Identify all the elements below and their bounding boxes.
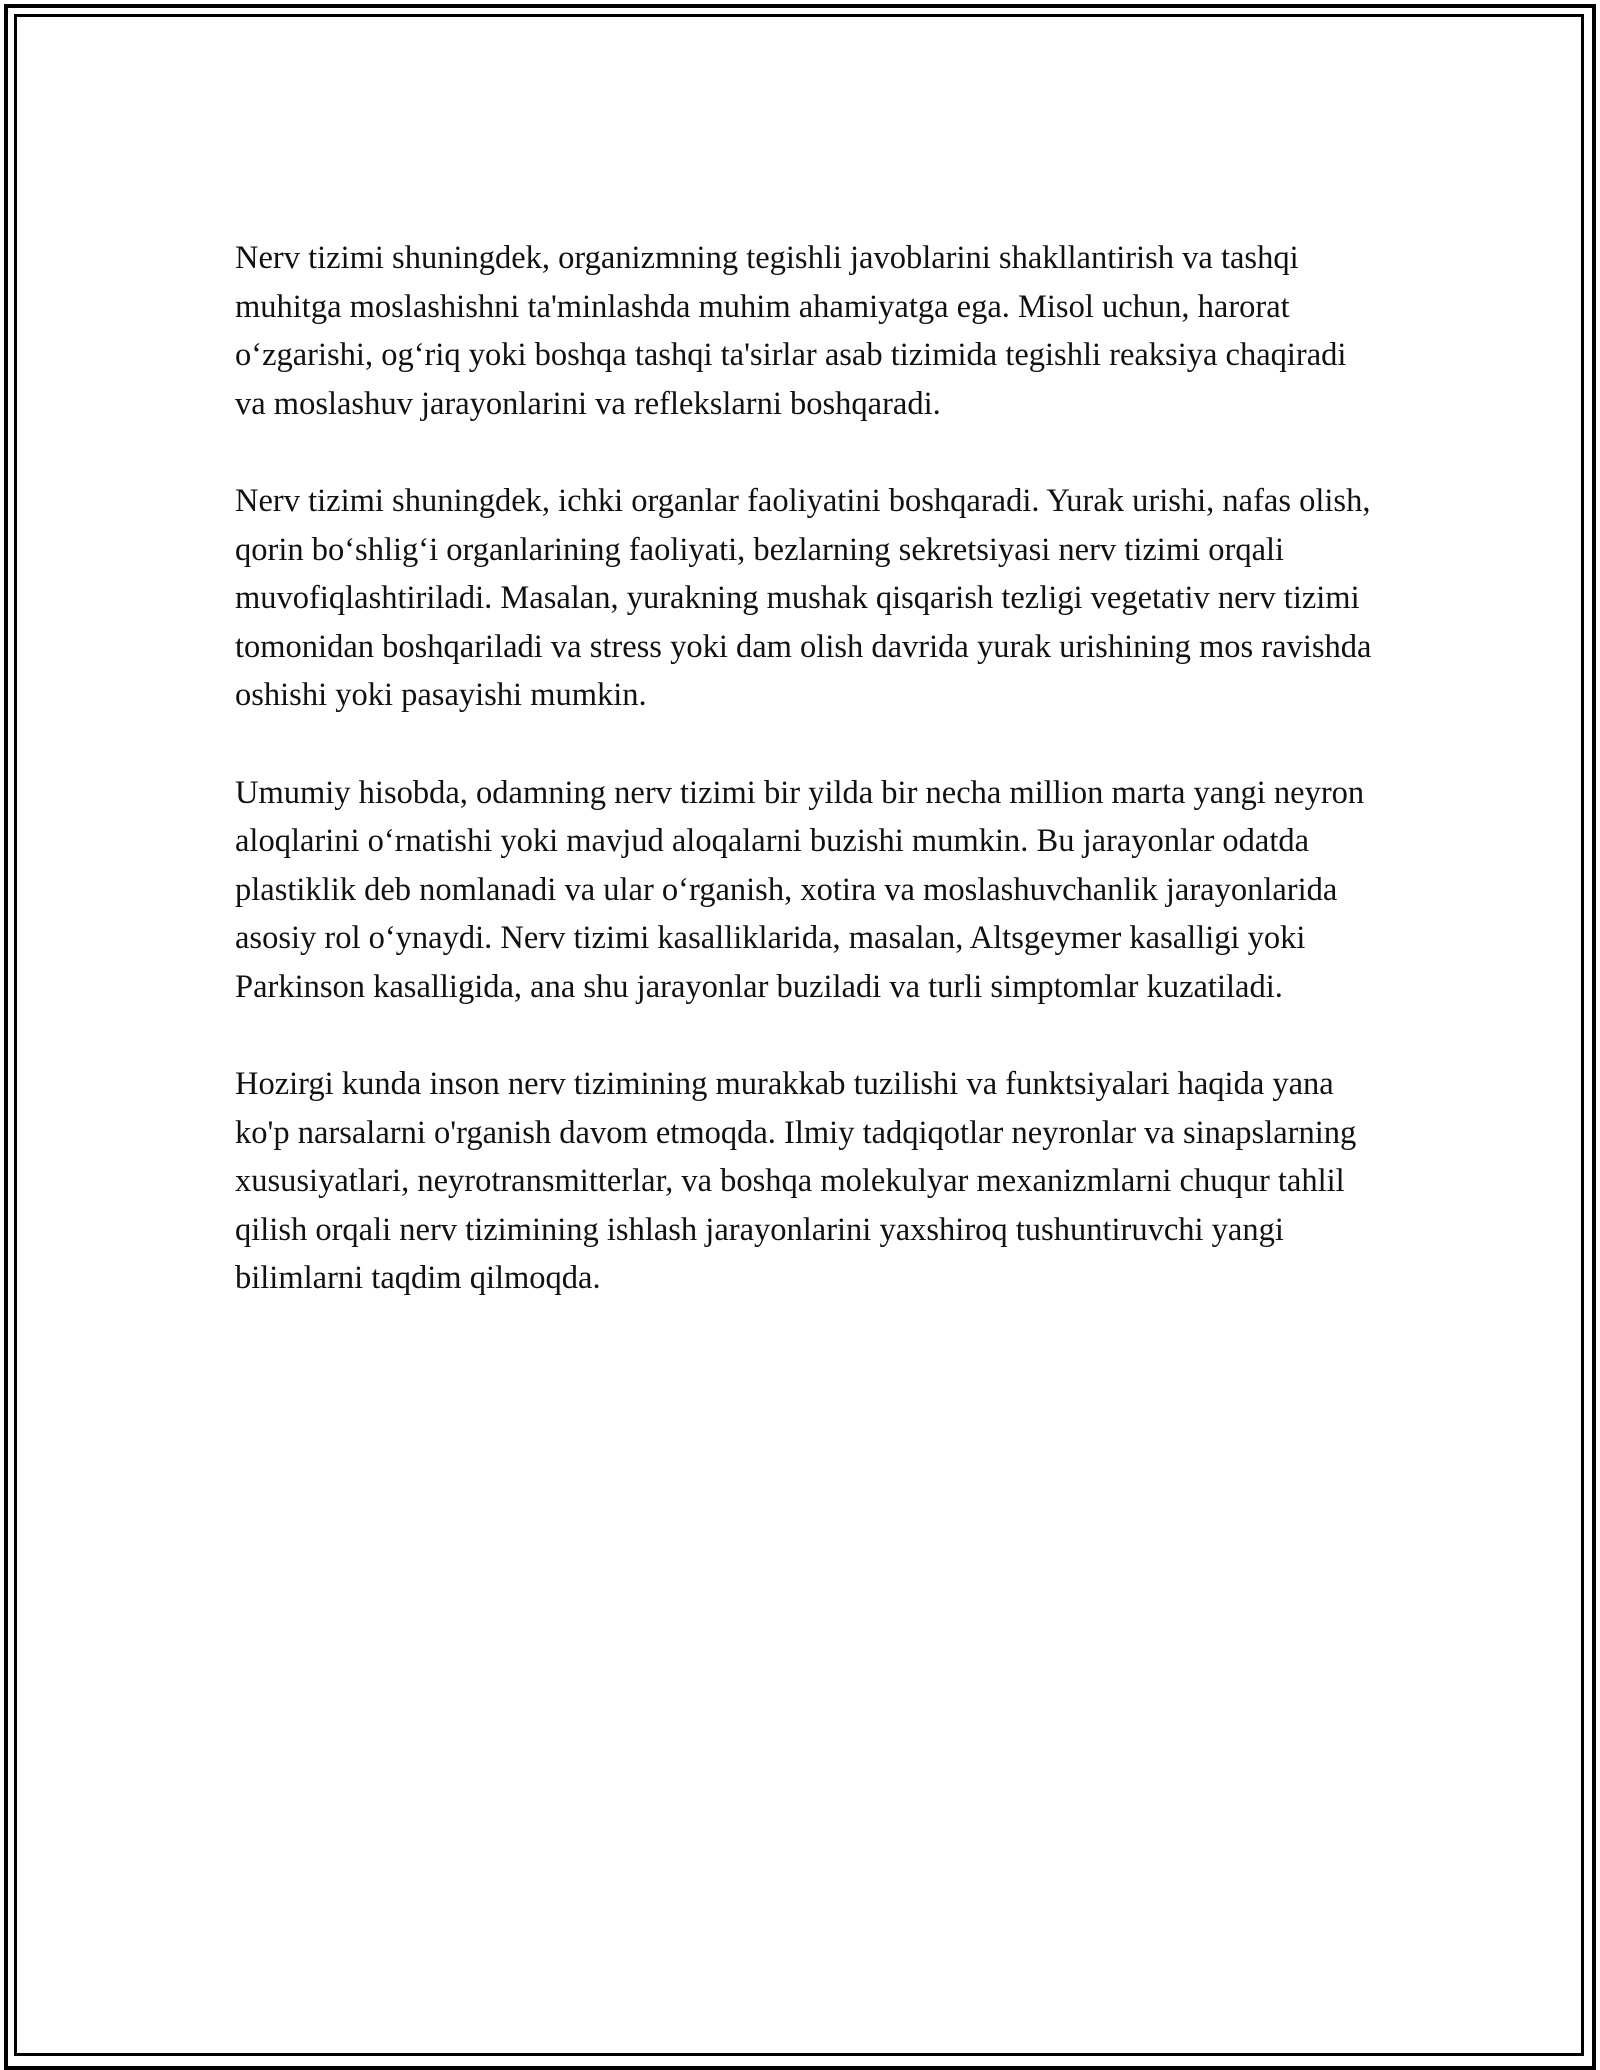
paragraph-2: Nerv tizimi shuningdek, ichki organlar faoliyatini boshqaradi. Yurak urishi, nafas olish, qorin bo‘shlig‘i organlarining faoliyati, bezlarning sekretsiyasi nerv tizimi orqali muvofiqlashtiriladi. Masalan, yurakning mushak qisqarish tezligi vegetativ nerv tizimi tomonidan boshqariladi va stress yoki dam olish davrida yurak urishining mos ravishda oshishi yoki pasayishi mumkin. bbox=[235, 482, 1372, 714]
paragraph-4: Hozirgi kunda inson nerv tizimining murakkab tuzilishi va funktsiyalari haqida yana ko'p narsalarni o'rganish davom etmoqda. Ilmiy tadqiqotlar neyronlar va sinapslarning xususiyatlari, neyrotransmitterlar, va boshqa molekulyar mexanizmlarni chuqur tahlil qilish orqali nerv tizimining ishlash jarayonlarini yaxshiroq tushuntiruvchi yangi bilimlarni taqdim qilmoqda. bbox=[235, 1066, 1357, 1297]
document-body bbox=[235, 234, 1385, 1352]
paragraph-3: Umumiy hisobda, odamning nerv tizimi bir yilda bir necha million marta yangi neyron aloqlarini o‘rnatishi yoki mavjud aloqalarni buzishi mumkin. Bu jarayonlar odatda plastiklik deb nomlanadi va ular o‘rganish, xotira va moslashuvchanlik jarayonlarida asosiy rol o‘ynaydi. Nerv tizimi kasalliklarida, masalan, Altsgeymer kasalligi yoki Parkinson kasalligida, ana shu jarayonlar buziladi va turli simptomlar kuzatiladi. bbox=[235, 774, 1365, 1005]
paragraph-1: Nerv tizimi shuningdek, organizmning tegishli javoblarini shakllantirish va tashqi muhitga moslashishni ta'minlashda muhim ahamiyatga ega. Misol uchun, harorat o‘zgarishi, og‘riq yoki boshqa tashqi ta'sirlar asab tizimida tegishli reaksiya chaqiradi va moslashuv jarayonlarini va reflekslarni boshqaradi. bbox=[235, 240, 1347, 422]
